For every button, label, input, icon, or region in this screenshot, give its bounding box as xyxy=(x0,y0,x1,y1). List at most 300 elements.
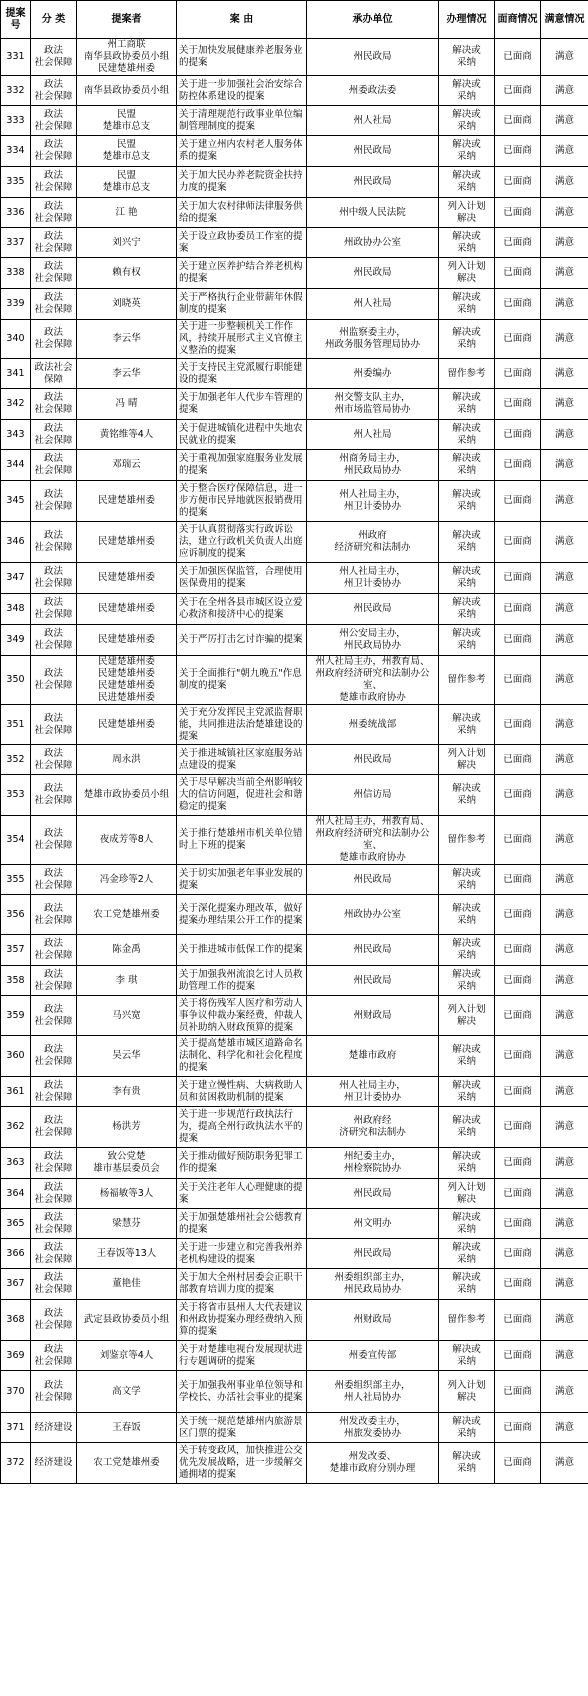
cell-subject: 关于深化提案办理改革，做好提案办理结果公开工作的提案 xyxy=(177,895,307,935)
cell-handler: 州政协办公室 xyxy=(307,228,439,258)
cell-subject: 关于进一步规范行政执法行为，提高全州行政执法水平的提案 xyxy=(177,1107,307,1148)
cell-proposer: 民建楚雄州委 xyxy=(77,625,177,656)
cell-no: 360 xyxy=(1,1036,31,1077)
cell-subject: 关于全面推行"朝九晚五"作息制度的提案 xyxy=(177,656,307,705)
cell-consult: 已面商 xyxy=(495,450,541,481)
cell-consult: 已面商 xyxy=(495,198,541,228)
cell-proposer: 董艳佳 xyxy=(77,1269,177,1300)
cell-proposer: 李有贵 xyxy=(77,1077,177,1107)
cell-handler: 州民政局 xyxy=(307,1179,439,1209)
cell-handler: 州委组织部主办， 州人社局协办 xyxy=(307,1371,439,1413)
cell-status: 解决或 采纳 xyxy=(439,1036,495,1077)
cell-subject: 关于进一步整顿机关工作作风，持续开展形式主义官僚主义整治的提案 xyxy=(177,320,307,359)
cell-consult: 已面商 xyxy=(495,320,541,359)
cell-satisfaction: 满意 xyxy=(541,1077,588,1107)
cell-status: 解决或 采纳 xyxy=(439,1077,495,1107)
cell-status: 解决或 采纳 xyxy=(439,705,495,745)
cell-subject: 关于在全州各县市城区设立爱心救济和接济中心的提案 xyxy=(177,594,307,625)
cell-consult: 已面商 xyxy=(495,522,541,563)
cell-subject: 关于尽早解决当前全州影响较大的信访问题，促进社会和谐稳定的提案 xyxy=(177,775,307,816)
cell-satisfaction: 满意 xyxy=(541,816,588,865)
cell-proposer: 民盟 楚雄市总支 xyxy=(77,106,177,136)
cell-category: 政法 社会保障 xyxy=(31,1300,77,1341)
cell-handler: 州财政局 xyxy=(307,996,439,1036)
table-row xyxy=(1,39,588,76)
cell-consult: 已面商 xyxy=(495,359,541,389)
header-subject: 案 由 xyxy=(177,1,307,39)
cell-consult: 已面商 xyxy=(495,895,541,935)
cell-subject: 关于充分发挥民主党派监督职能，共同推进法治楚雄建设的提案 xyxy=(177,705,307,745)
cell-handler: 州公安局主办， 州民政局协办 xyxy=(307,625,439,656)
cell-consult: 已面商 xyxy=(495,966,541,996)
cell-subject: 关于加强老年人代步车管理的提案 xyxy=(177,389,307,420)
cell-subject: 关于建立医养护结合养老机构的提案 xyxy=(177,258,307,289)
cell-satisfaction: 满意 xyxy=(541,1443,588,1484)
cell-proposer: 州工商联 南华县政协委员小组 民建楚雄州委 xyxy=(77,39,177,76)
cell-proposer: 周永洪 xyxy=(77,745,177,775)
cell-no: 337 xyxy=(1,228,31,258)
cell-category: 政法 社会保障 xyxy=(31,1179,77,1209)
cell-satisfaction: 满意 xyxy=(541,1148,588,1179)
cell-consult: 已面商 xyxy=(495,1413,541,1443)
cell-no: 354 xyxy=(1,816,31,865)
cell-satisfaction: 满意 xyxy=(541,289,588,320)
cell-category: 政法 社会保障 xyxy=(31,775,77,816)
cell-status: 留作参考 xyxy=(439,1300,495,1341)
cell-status: 解决或 采纳 xyxy=(439,1239,495,1269)
cell-status: 解决或 采纳 xyxy=(439,106,495,136)
cell-satisfaction: 满意 xyxy=(541,563,588,594)
cell-category: 政法 社会保障 xyxy=(31,136,77,167)
cell-handler: 州商务局主办， 州民政局协办 xyxy=(307,450,439,481)
header-consult: 面商情况 xyxy=(495,1,541,39)
cell-consult: 已面商 xyxy=(495,775,541,816)
table-row xyxy=(1,625,588,656)
cell-category: 政法 社会保障 xyxy=(31,167,77,198)
cell-no: 368 xyxy=(1,1300,31,1341)
table-row xyxy=(1,106,588,136)
cell-consult: 已面商 xyxy=(495,1077,541,1107)
table-row xyxy=(1,865,588,895)
cell-no: 339 xyxy=(1,289,31,320)
cell-satisfaction: 满意 xyxy=(541,1341,588,1371)
table-row xyxy=(1,895,588,935)
cell-no: 335 xyxy=(1,167,31,198)
cell-satisfaction: 满意 xyxy=(541,198,588,228)
cell-status: 列入计划 解决 xyxy=(439,198,495,228)
cell-subject: 关于加强我州流浪乞讨人员救助管理工作的提案 xyxy=(177,966,307,996)
cell-no: 333 xyxy=(1,106,31,136)
cell-no: 338 xyxy=(1,258,31,289)
cell-category: 经济建设 xyxy=(31,1443,77,1484)
cell-category: 政法 社会保障 xyxy=(31,625,77,656)
cell-category: 政法 社会保障 xyxy=(31,1239,77,1269)
cell-status: 列入计划 解决 xyxy=(439,1371,495,1413)
header-satisfaction: 满意情况 xyxy=(541,1,588,39)
cell-no: 355 xyxy=(1,865,31,895)
cell-subject: 关于建立慢性病、大病救助人员和贫困救助机制的提案 xyxy=(177,1077,307,1107)
table-row xyxy=(1,1036,588,1077)
header-proposer: 提案者 xyxy=(77,1,177,39)
cell-consult: 已面商 xyxy=(495,167,541,198)
cell-no: 347 xyxy=(1,563,31,594)
cell-handler: 州委政法委 xyxy=(307,76,439,106)
table-row xyxy=(1,289,588,320)
cell-handler: 州政协办公室 xyxy=(307,895,439,935)
cell-category: 政法 社会保障 xyxy=(31,895,77,935)
cell-no: 352 xyxy=(1,745,31,775)
table-row xyxy=(1,522,588,563)
cell-satisfaction: 满意 xyxy=(541,745,588,775)
cell-handler: 州政府经 济研究和法制办 xyxy=(307,1107,439,1148)
table-row xyxy=(1,1148,588,1179)
cell-status: 解决或 采纳 xyxy=(439,320,495,359)
cell-category: 政法 社会保障 xyxy=(31,705,77,745)
cell-consult: 已面商 xyxy=(495,1239,541,1269)
cell-subject: 关于将省市县州人大代表建议和州政协提案办理经费纳入预算的提案 xyxy=(177,1300,307,1341)
cell-subject: 关于严厉打击乞讨诈骗的提案 xyxy=(177,625,307,656)
cell-satisfaction: 满意 xyxy=(541,39,588,76)
cell-handler: 州民政局 xyxy=(307,865,439,895)
table-row xyxy=(1,1269,588,1300)
cell-category: 政法 社会保障 xyxy=(31,289,77,320)
cell-handler: 州民政局 xyxy=(307,594,439,625)
cell-subject: 关于切实加强老年事业发展的提案 xyxy=(177,865,307,895)
cell-satisfaction: 满意 xyxy=(541,656,588,705)
cell-consult: 已面商 xyxy=(495,656,541,705)
cell-handler: 州民政局 xyxy=(307,966,439,996)
cell-proposer: 刘晓英 xyxy=(77,289,177,320)
cell-satisfaction: 满意 xyxy=(541,1239,588,1269)
cell-status: 解决或 采纳 xyxy=(439,39,495,76)
cell-consult: 已面商 xyxy=(495,289,541,320)
cell-proposer: 民盟 楚雄市总支 xyxy=(77,136,177,167)
cell-status: 解决或 采纳 xyxy=(439,1341,495,1371)
cell-subject: 关于推进城市低保工作的提案 xyxy=(177,935,307,966)
cell-no: 345 xyxy=(1,481,31,522)
cell-category: 政法 社会保障 xyxy=(31,966,77,996)
cell-category: 政法 社会保障 xyxy=(31,656,77,705)
table-row xyxy=(1,1300,588,1341)
table-row xyxy=(1,935,588,966)
cell-subject: 关于对楚雄电视台发展现状进行专题调研的提案 xyxy=(177,1341,307,1371)
cell-no: 331 xyxy=(1,39,31,76)
cell-consult: 已面商 xyxy=(495,420,541,450)
cell-consult: 已面商 xyxy=(495,106,541,136)
cell-no: 350 xyxy=(1,656,31,705)
cell-handler: 州人社局主办，州教育局、 州政府经济研究和法制办公室、 楚雄市政府协办 xyxy=(307,816,439,865)
table-row xyxy=(1,228,588,258)
cell-handler: 州委组织部主办， 州民政局协办 xyxy=(307,1269,439,1300)
cell-consult: 已面商 xyxy=(495,389,541,420)
cell-handler: 州人社局主办，州教育局、 州政府经济研究和法制办公室、 楚雄市政府协办 xyxy=(307,656,439,705)
cell-status: 解决或 采纳 xyxy=(439,76,495,106)
cell-handler: 州文明办 xyxy=(307,1209,439,1239)
cell-no: 353 xyxy=(1,775,31,816)
cell-handler: 州民政局 xyxy=(307,745,439,775)
table-row xyxy=(1,1443,588,1484)
cell-satisfaction: 满意 xyxy=(541,594,588,625)
cell-category: 政法 社会保障 xyxy=(31,1077,77,1107)
cell-consult: 已面商 xyxy=(495,481,541,522)
cell-category: 政法 社会保障 xyxy=(31,76,77,106)
cell-consult: 已面商 xyxy=(495,136,541,167)
cell-category: 政法 社会保障 xyxy=(31,522,77,563)
cell-status: 列入计划 解决 xyxy=(439,996,495,1036)
cell-category: 政法 社会保障 xyxy=(31,39,77,76)
cell-satisfaction: 满意 xyxy=(541,106,588,136)
cell-no: 367 xyxy=(1,1269,31,1300)
cell-no: 334 xyxy=(1,136,31,167)
cell-no: 361 xyxy=(1,1077,31,1107)
cell-satisfaction: 满意 xyxy=(541,1179,588,1209)
cell-category: 政法 社会保障 xyxy=(31,865,77,895)
cell-proposer: 梁慧芬 xyxy=(77,1209,177,1239)
cell-consult: 已面商 xyxy=(495,1443,541,1484)
cell-consult: 已面商 xyxy=(495,996,541,1036)
cell-subject: 关于加大全州村居委会正职干部教育培训力度的提案 xyxy=(177,1269,307,1300)
table-row xyxy=(1,1371,588,1413)
cell-proposer: 李 琪 xyxy=(77,966,177,996)
cell-category: 政法 社会保障 xyxy=(31,1371,77,1413)
cell-subject: 关于清理规范行政事业单位编制管理制度的提案 xyxy=(177,106,307,136)
cell-proposer: 高文学 xyxy=(77,1371,177,1413)
cell-category: 政法 社会保障 xyxy=(31,1107,77,1148)
cell-subject: 关于推行楚雄州市机关单位错时上下班的提案 xyxy=(177,816,307,865)
cell-satisfaction: 满意 xyxy=(541,359,588,389)
cell-subject: 关于推动做好预防职务犯罪工作的提案 xyxy=(177,1148,307,1179)
cell-status: 解决或 采纳 xyxy=(439,167,495,198)
table-row xyxy=(1,705,588,745)
cell-consult: 已面商 xyxy=(495,1148,541,1179)
cell-satisfaction: 满意 xyxy=(541,895,588,935)
cell-proposer: 民建楚雄州委 xyxy=(77,481,177,522)
table-row xyxy=(1,1107,588,1148)
cell-status: 留作参考 xyxy=(439,816,495,865)
table-row xyxy=(1,656,588,705)
cell-satisfaction: 满意 xyxy=(541,1300,588,1341)
table-row xyxy=(1,320,588,359)
cell-satisfaction: 满意 xyxy=(541,775,588,816)
table-row xyxy=(1,594,588,625)
table-row xyxy=(1,420,588,450)
cell-category: 政法 社会保障 xyxy=(31,816,77,865)
cell-no: 348 xyxy=(1,594,31,625)
cell-handler: 州民政局 xyxy=(307,258,439,289)
cell-status: 解决或 采纳 xyxy=(439,481,495,522)
cell-proposer: 南华县政协委员小组 xyxy=(77,76,177,106)
cell-category: 政法 社会保障 xyxy=(31,320,77,359)
cell-proposer: 冯金珍等2人 xyxy=(77,865,177,895)
cell-proposer: 吴云华 xyxy=(77,1036,177,1077)
cell-handler: 州民政局 xyxy=(307,167,439,198)
cell-no: 336 xyxy=(1,198,31,228)
cell-handler: 州中级人民法院 xyxy=(307,198,439,228)
cell-status: 列入计划 解决 xyxy=(439,258,495,289)
cell-consult: 已面商 xyxy=(495,1341,541,1371)
cell-satisfaction: 满意 xyxy=(541,1269,588,1300)
cell-subject: 关于转变政风，加快推进公交优先发展战略，进一步缓解交通拥堵的提案 xyxy=(177,1443,307,1484)
cell-subject: 关于加快发展健康养老服务业的提案 xyxy=(177,39,307,76)
table-body xyxy=(1,39,588,1484)
table-row xyxy=(1,136,588,167)
cell-proposer: 杨洪芳 xyxy=(77,1107,177,1148)
cell-no: 369 xyxy=(1,1341,31,1371)
header-row xyxy=(1,1,588,39)
cell-status: 解决或 采纳 xyxy=(439,775,495,816)
cell-handler: 州人社局 xyxy=(307,420,439,450)
cell-status: 列入计划 解决 xyxy=(439,745,495,775)
table-row xyxy=(1,198,588,228)
cell-consult: 已面商 xyxy=(495,745,541,775)
cell-category: 政法 社会保障 xyxy=(31,1036,77,1077)
cell-no: 340 xyxy=(1,320,31,359)
cell-subject: 关于推进城镇社区家庭服务站点建设的提案 xyxy=(177,745,307,775)
cell-consult: 已面商 xyxy=(495,1209,541,1239)
cell-status: 解决或 采纳 xyxy=(439,136,495,167)
cell-proposer: 马兴宽 xyxy=(77,996,177,1036)
cell-satisfaction: 满意 xyxy=(541,228,588,258)
cell-consult: 已面商 xyxy=(495,1179,541,1209)
cell-status: 解决或 采纳 xyxy=(439,389,495,420)
cell-proposer: 刘兴宁 xyxy=(77,228,177,258)
cell-subject: 关于促进城镇化进程中失地农民就业的提案 xyxy=(177,420,307,450)
cell-proposer: 致公党楚 雄市基层委员会 xyxy=(77,1148,177,1179)
header-no: 提案号 xyxy=(1,1,31,39)
header-handler: 承办单位 xyxy=(307,1,439,39)
cell-category: 政法 社会保障 xyxy=(31,935,77,966)
cell-category: 经济建设 xyxy=(31,1413,77,1443)
cell-category: 政法 社会保障 xyxy=(31,563,77,594)
cell-no: 342 xyxy=(1,389,31,420)
cell-handler: 州委宣传部 xyxy=(307,1341,439,1371)
header-status: 办理情况 xyxy=(439,1,495,39)
cell-handler: 州民政局 xyxy=(307,136,439,167)
cell-satisfaction: 满意 xyxy=(541,625,588,656)
cell-status: 解决或 采纳 xyxy=(439,1107,495,1148)
table-row xyxy=(1,1239,588,1269)
cell-no: 356 xyxy=(1,895,31,935)
cell-consult: 已面商 xyxy=(495,1269,541,1300)
cell-status: 解决或 采纳 xyxy=(439,450,495,481)
table-row xyxy=(1,1209,588,1239)
cell-handler: 州委统战部 xyxy=(307,705,439,745)
table-row xyxy=(1,775,588,816)
cell-consult: 已面商 xyxy=(495,625,541,656)
cell-no: 357 xyxy=(1,935,31,966)
cell-proposer: 黄铭维等4人 xyxy=(77,420,177,450)
cell-handler: 州委编办 xyxy=(307,359,439,389)
cell-handler: 州民政局 xyxy=(307,39,439,76)
header-category: 分 类 xyxy=(31,1,77,39)
cell-proposer: 冯 晴 xyxy=(77,389,177,420)
cell-subject: 关于提高楚雄市城区道路命名法制化、科学化和社会化程度的提案 xyxy=(177,1036,307,1077)
cell-status: 解决或 采纳 xyxy=(439,966,495,996)
cell-proposer: 民建楚雄州委 xyxy=(77,705,177,745)
cell-proposer: 农工党楚雄州委 xyxy=(77,895,177,935)
cell-status: 解决或 采纳 xyxy=(439,625,495,656)
cell-category: 政法 社会保障 xyxy=(31,198,77,228)
cell-subject: 关于统一规范楚雄州内旅游景区门票的提案 xyxy=(177,1413,307,1443)
cell-no: 358 xyxy=(1,966,31,996)
cell-handler: 州政府 经济研究和法制办 xyxy=(307,522,439,563)
cell-satisfaction: 满意 xyxy=(541,136,588,167)
cell-no: 359 xyxy=(1,996,31,1036)
cell-consult: 已面商 xyxy=(495,1371,541,1413)
cell-consult: 已面商 xyxy=(495,258,541,289)
cell-consult: 已面商 xyxy=(495,563,541,594)
table-row xyxy=(1,481,588,522)
cell-proposer: 民建楚雄州委 xyxy=(77,563,177,594)
cell-handler: 州人社局 xyxy=(307,106,439,136)
cell-subject: 关于建立州内农村老人服务体系的提案 xyxy=(177,136,307,167)
cell-subject: 关于严格执行企业带薪年休假制度的提案 xyxy=(177,289,307,320)
table-row xyxy=(1,1179,588,1209)
cell-no: 364 xyxy=(1,1179,31,1209)
table-row xyxy=(1,1413,588,1443)
cell-proposer: 王春饭 xyxy=(77,1413,177,1443)
cell-satisfaction: 满意 xyxy=(541,481,588,522)
cell-proposer: 武定县政协委员小组 xyxy=(77,1300,177,1341)
cell-satisfaction: 满意 xyxy=(541,1413,588,1443)
table-row xyxy=(1,450,588,481)
cell-status: 留作参考 xyxy=(439,656,495,705)
cell-satisfaction: 满意 xyxy=(541,167,588,198)
cell-consult: 已面商 xyxy=(495,935,541,966)
cell-handler: 州人社局主办， 州卫计委协办 xyxy=(307,1077,439,1107)
table-row xyxy=(1,389,588,420)
cell-no: 370 xyxy=(1,1371,31,1413)
cell-subject: 关于认真贯彻落实行政诉讼法，建立行政机关负责人出庭应诉制度的提案 xyxy=(177,522,307,563)
cell-handler: 州人社局主办， 州卫计委协办 xyxy=(307,563,439,594)
cell-subject: 关于设立政协委员工作室的提案 xyxy=(177,228,307,258)
cell-status: 解决或 采纳 xyxy=(439,420,495,450)
cell-proposer: 李云华 xyxy=(77,320,177,359)
cell-consult: 已面商 xyxy=(495,39,541,76)
table-row xyxy=(1,996,588,1036)
cell-category: 政法 社会保障 xyxy=(31,594,77,625)
cell-satisfaction: 满意 xyxy=(541,966,588,996)
cell-proposer: 刘鉴京等4人 xyxy=(77,1341,177,1371)
cell-status: 解决或 采纳 xyxy=(439,228,495,258)
cell-subject: 关于加大民办养老院资金扶持力度的提案 xyxy=(177,167,307,198)
cell-subject: 关于加强我州事业单位领导和学校长、办活社会事业的提案 xyxy=(177,1371,307,1413)
cell-satisfaction: 满意 xyxy=(541,522,588,563)
cell-status: 解决或 采纳 xyxy=(439,563,495,594)
cell-handler: 州民政局 xyxy=(307,1239,439,1269)
cell-handler: 州监察委主办， 州政务服务管理局协办 xyxy=(307,320,439,359)
cell-no: 371 xyxy=(1,1413,31,1443)
cell-satisfaction: 满意 xyxy=(541,996,588,1036)
cell-satisfaction: 满意 xyxy=(541,258,588,289)
cell-category: 政法 社会保障 xyxy=(31,996,77,1036)
cell-subject: 关于将伤残军人医疗和劳动人事争议仲裁办案经费，仲裁人员补助纳入财政预算的提案 xyxy=(177,996,307,1036)
cell-no: 366 xyxy=(1,1239,31,1269)
cell-handler: 州民政局 xyxy=(307,935,439,966)
table-row xyxy=(1,1341,588,1371)
cell-satisfaction: 满意 xyxy=(541,705,588,745)
cell-category: 政法 社会保障 xyxy=(31,1341,77,1371)
cell-status: 解决或 采纳 xyxy=(439,594,495,625)
cell-proposer: 陈金禹 xyxy=(77,935,177,966)
cell-satisfaction: 满意 xyxy=(541,320,588,359)
cell-subject: 关于加强楚雄州社会公德教育的提案 xyxy=(177,1209,307,1239)
cell-satisfaction: 满意 xyxy=(541,865,588,895)
cell-no: 365 xyxy=(1,1209,31,1239)
cell-status: 解决或 采纳 xyxy=(439,865,495,895)
cell-category: 政法 社会保障 xyxy=(31,745,77,775)
cell-subject: 关于加大农村律师法律服务供给的提案 xyxy=(177,198,307,228)
